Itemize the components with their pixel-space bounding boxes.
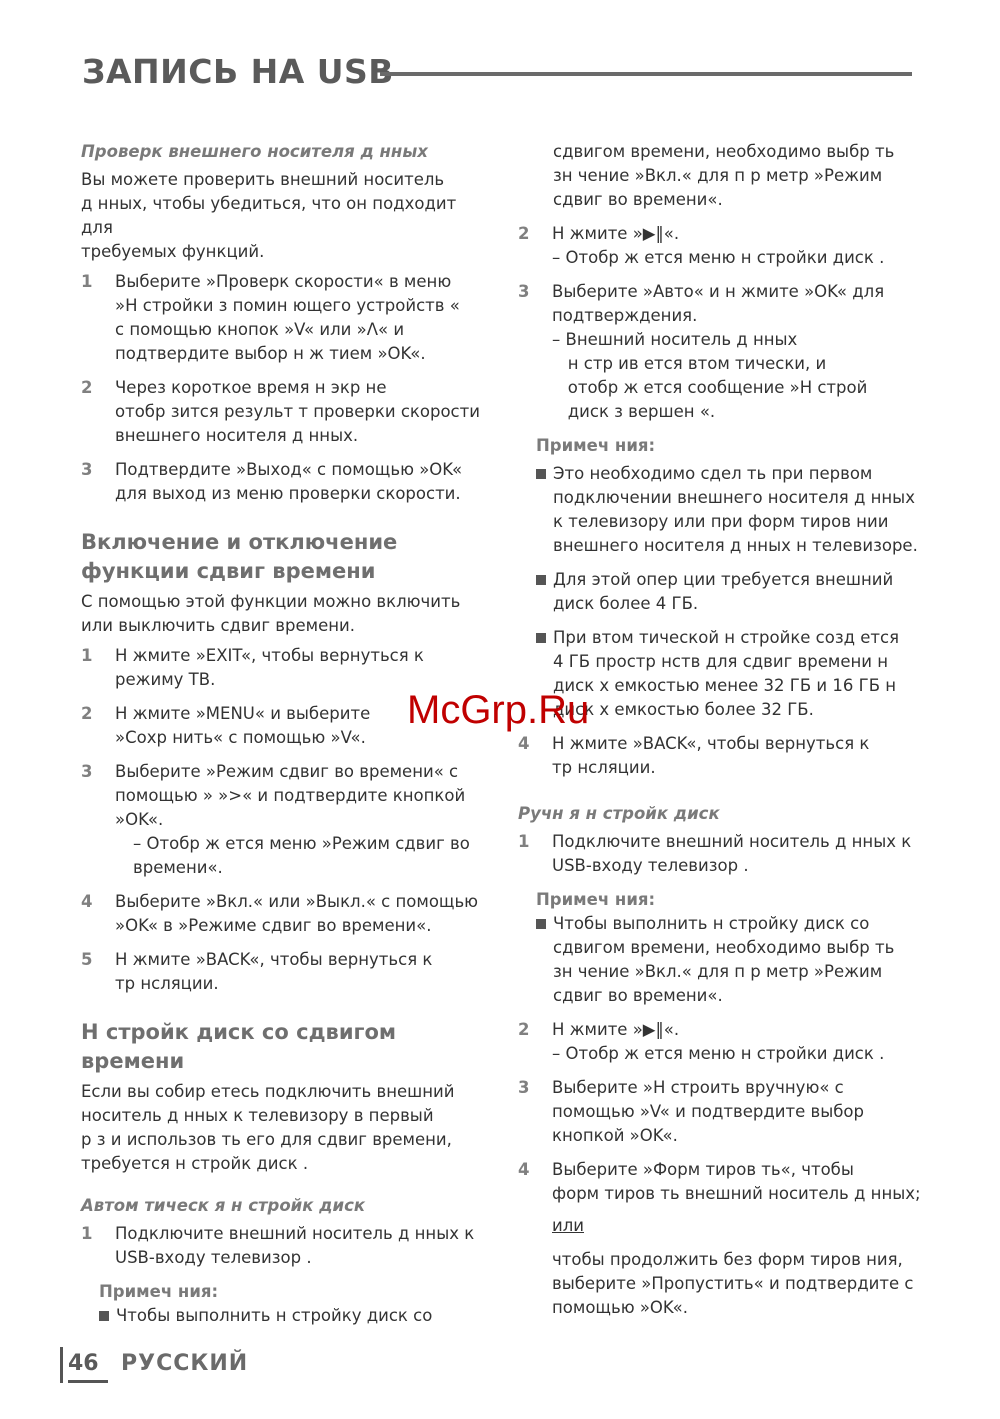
bullet-square-icon (99, 1311, 109, 1321)
manual-step-1: 1 Подключите внешний носитель д нных к USB-входу телевизор . (518, 832, 912, 875)
speed-step-1: 1 Выберите »Проверк скорости« в меню »Н стройки з помин ющего устройств « с помощью кнопок »V« или »Λ« и подтвердите выбор н ж тием »OK«. (81, 272, 460, 363)
auto-step-4: 4 Н жмите »BACK«, чтобы вернуться к тр нсляции. (518, 734, 870, 777)
notes-heading: Примеч ния: (536, 890, 656, 909)
section-heading-timeshift: Включение и отключение функции сдвиг времени (81, 530, 398, 583)
manual-step-2-result: – Отобр ж ется меню н стройки диск . (552, 1044, 885, 1063)
left-column (81, 140, 481, 1328)
speed-step-2: 2 Через короткое время н экр не отобр зится результ т проверки скорости внешнего носителя д нных. (81, 378, 480, 445)
watermark: McGrp.Ru (407, 688, 590, 732)
timeshift-step-3-result: – Отобр ж ется меню »Режим сдвиг во времени«. (133, 834, 470, 877)
bullet-square-icon (536, 575, 546, 585)
manual-step-2: 2 Н жмите »▶‖«. – Отобр ж ется меню н стройки диск . (518, 1018, 922, 1066)
section-title-speed-check: Проверк внешнего носителя д нных (81, 142, 428, 161)
or-label: или (552, 1216, 584, 1235)
header-rule (380, 72, 912, 76)
auto-step-2-result: – Отобр ж ется меню н стройки диск . (552, 248, 885, 267)
bullet-square-icon (536, 633, 546, 643)
footer-language: РУССКИЙ (121, 1351, 249, 1376)
section-title-manual-setup: Ручн я н стройк диск (518, 804, 720, 823)
page-footer (60, 1347, 280, 1383)
page-header (82, 50, 912, 94)
skip-format-text: чтобы продолжить без форм тиров ния, выберите »Пропустить« и подтвердите с помощью »OK«. (552, 1250, 914, 1317)
notes-heading: Примеч ния: (536, 436, 656, 455)
timeshift-intro: С помощью этой функции можно включить или выключить сдвиг времени. (81, 592, 461, 635)
auto-note-1: Чтобы выполнить н стройку диск со (81, 1304, 481, 1328)
manual-step-4: 4 Выберите »Форм тиров ть«, чтобы форм тиров ть внешний носитель д нных; или чтобы продолжить без форм тиров ния, выберите »Пропустить« и подтвердите с помощью »OK«. (518, 1158, 922, 1320)
timeshift-step-2: 2 Н жмите »MENU« и выберите »Сохр нить« с помощью »V«. (81, 704, 371, 747)
section-heading-disk-setup: Н стройк диск со сдвигом времени (81, 1020, 397, 1073)
section-title-auto-setup: Автом тическ я н стройк диск (81, 1196, 366, 1215)
footer-bar (60, 1347, 63, 1383)
speed-check-intro: Вы можете проверить внешний носитель д нных, чтобы убедиться, что он подходит для требуемых функций. (81, 170, 457, 261)
bullet-square-icon (536, 919, 546, 929)
speed-step-3: 3 Подтвердите »Выход« с помощью »OK« для выход из меню проверки скорости. (81, 460, 463, 503)
disk-setup-intro: Если вы собир етесь подключить внешний носитель д нных к телевизору в первый р з и использов ть его для сдвиг времени, требуется н стройк диск . (81, 1082, 455, 1173)
auto-step-2: 2 Н жмите »▶‖«. – Отобр ж ется меню н стройки диск . (518, 222, 922, 270)
timeshift-step-4: 4 Выберите »Вкл.« или »Выкл.« с помощью »OK« в »Режиме сдвиг во времени«. (81, 892, 479, 935)
timeshift-step-1: 1 Н жмите »EXIT«, чтобы вернуться к режиму ТВ. (81, 646, 424, 689)
manual-note: Чтобы выполнить н стройку диск со сдвигом времени, необходимо выбр ть зн чение »Вкл.« для п р метр »Режим сдвиг во времени«. (518, 912, 922, 1008)
note-auto-space: При втом тической н стройке созд ется 4 ГБ простр нств для сдвиг времени н диск х емкостью менее 32 ГБ и 16 ГБ н диск х емкостью более 32 ГБ. (518, 626, 922, 722)
notes-heading: Примеч ния: (99, 1282, 219, 1301)
auto-step-1: 1 Подключите внешний носитель д нных к USB-входу телевизор . (81, 1224, 475, 1267)
footer-underline (68, 1380, 108, 1383)
page-title: ЗАПИСЬ НА USB (82, 52, 394, 91)
auto-step-3: 3 Выберите »Авто« и н жмите »OK« для подтверждения. – Внешний носитель д нных н стр ив ется втом тически, и отобр ж ется сообщение »Н строй диск з вершен «. (518, 280, 922, 424)
timeshift-step-3: 3 Выберите »Режим сдвиг во времени« с помощью » »>« и подтвердите кнопкой »OK«. – Отобр ж ется меню »Режим сдвиг во времени«. (81, 760, 481, 880)
note-disk-size: Для этой опер ции требуется внешний диск более 4 ГБ. (518, 568, 922, 616)
auto-step-3-result: – Внешний носитель д нных н стр ив ется втом тически, и отобр ж ется сообщение »Н строй диск з вершен «. (552, 330, 868, 421)
timeshift-step-5: 5 Н жмите »BACK«, чтобы вернуться к тр нсляции. (81, 950, 433, 993)
note-first-connect: Это необходимо сдел ть при первом подключении внешнего носителя д нных к телевизору или при форм тиров нии внешнего носителя д нных н телевизоре. (518, 462, 922, 558)
note-continuation: сдвигом времени, необходимо выбр ть зн чение »Вкл.« для п р метр »Режим сдвиг во времени«. (553, 142, 895, 209)
manual-step-3: 3 Выберите »Н строить вручную« с помощью »V« и подтвердите выбор кнопкой »OK«. (518, 1078, 864, 1145)
bullet-square-icon (536, 469, 546, 479)
page-number: 46 (68, 1351, 99, 1376)
